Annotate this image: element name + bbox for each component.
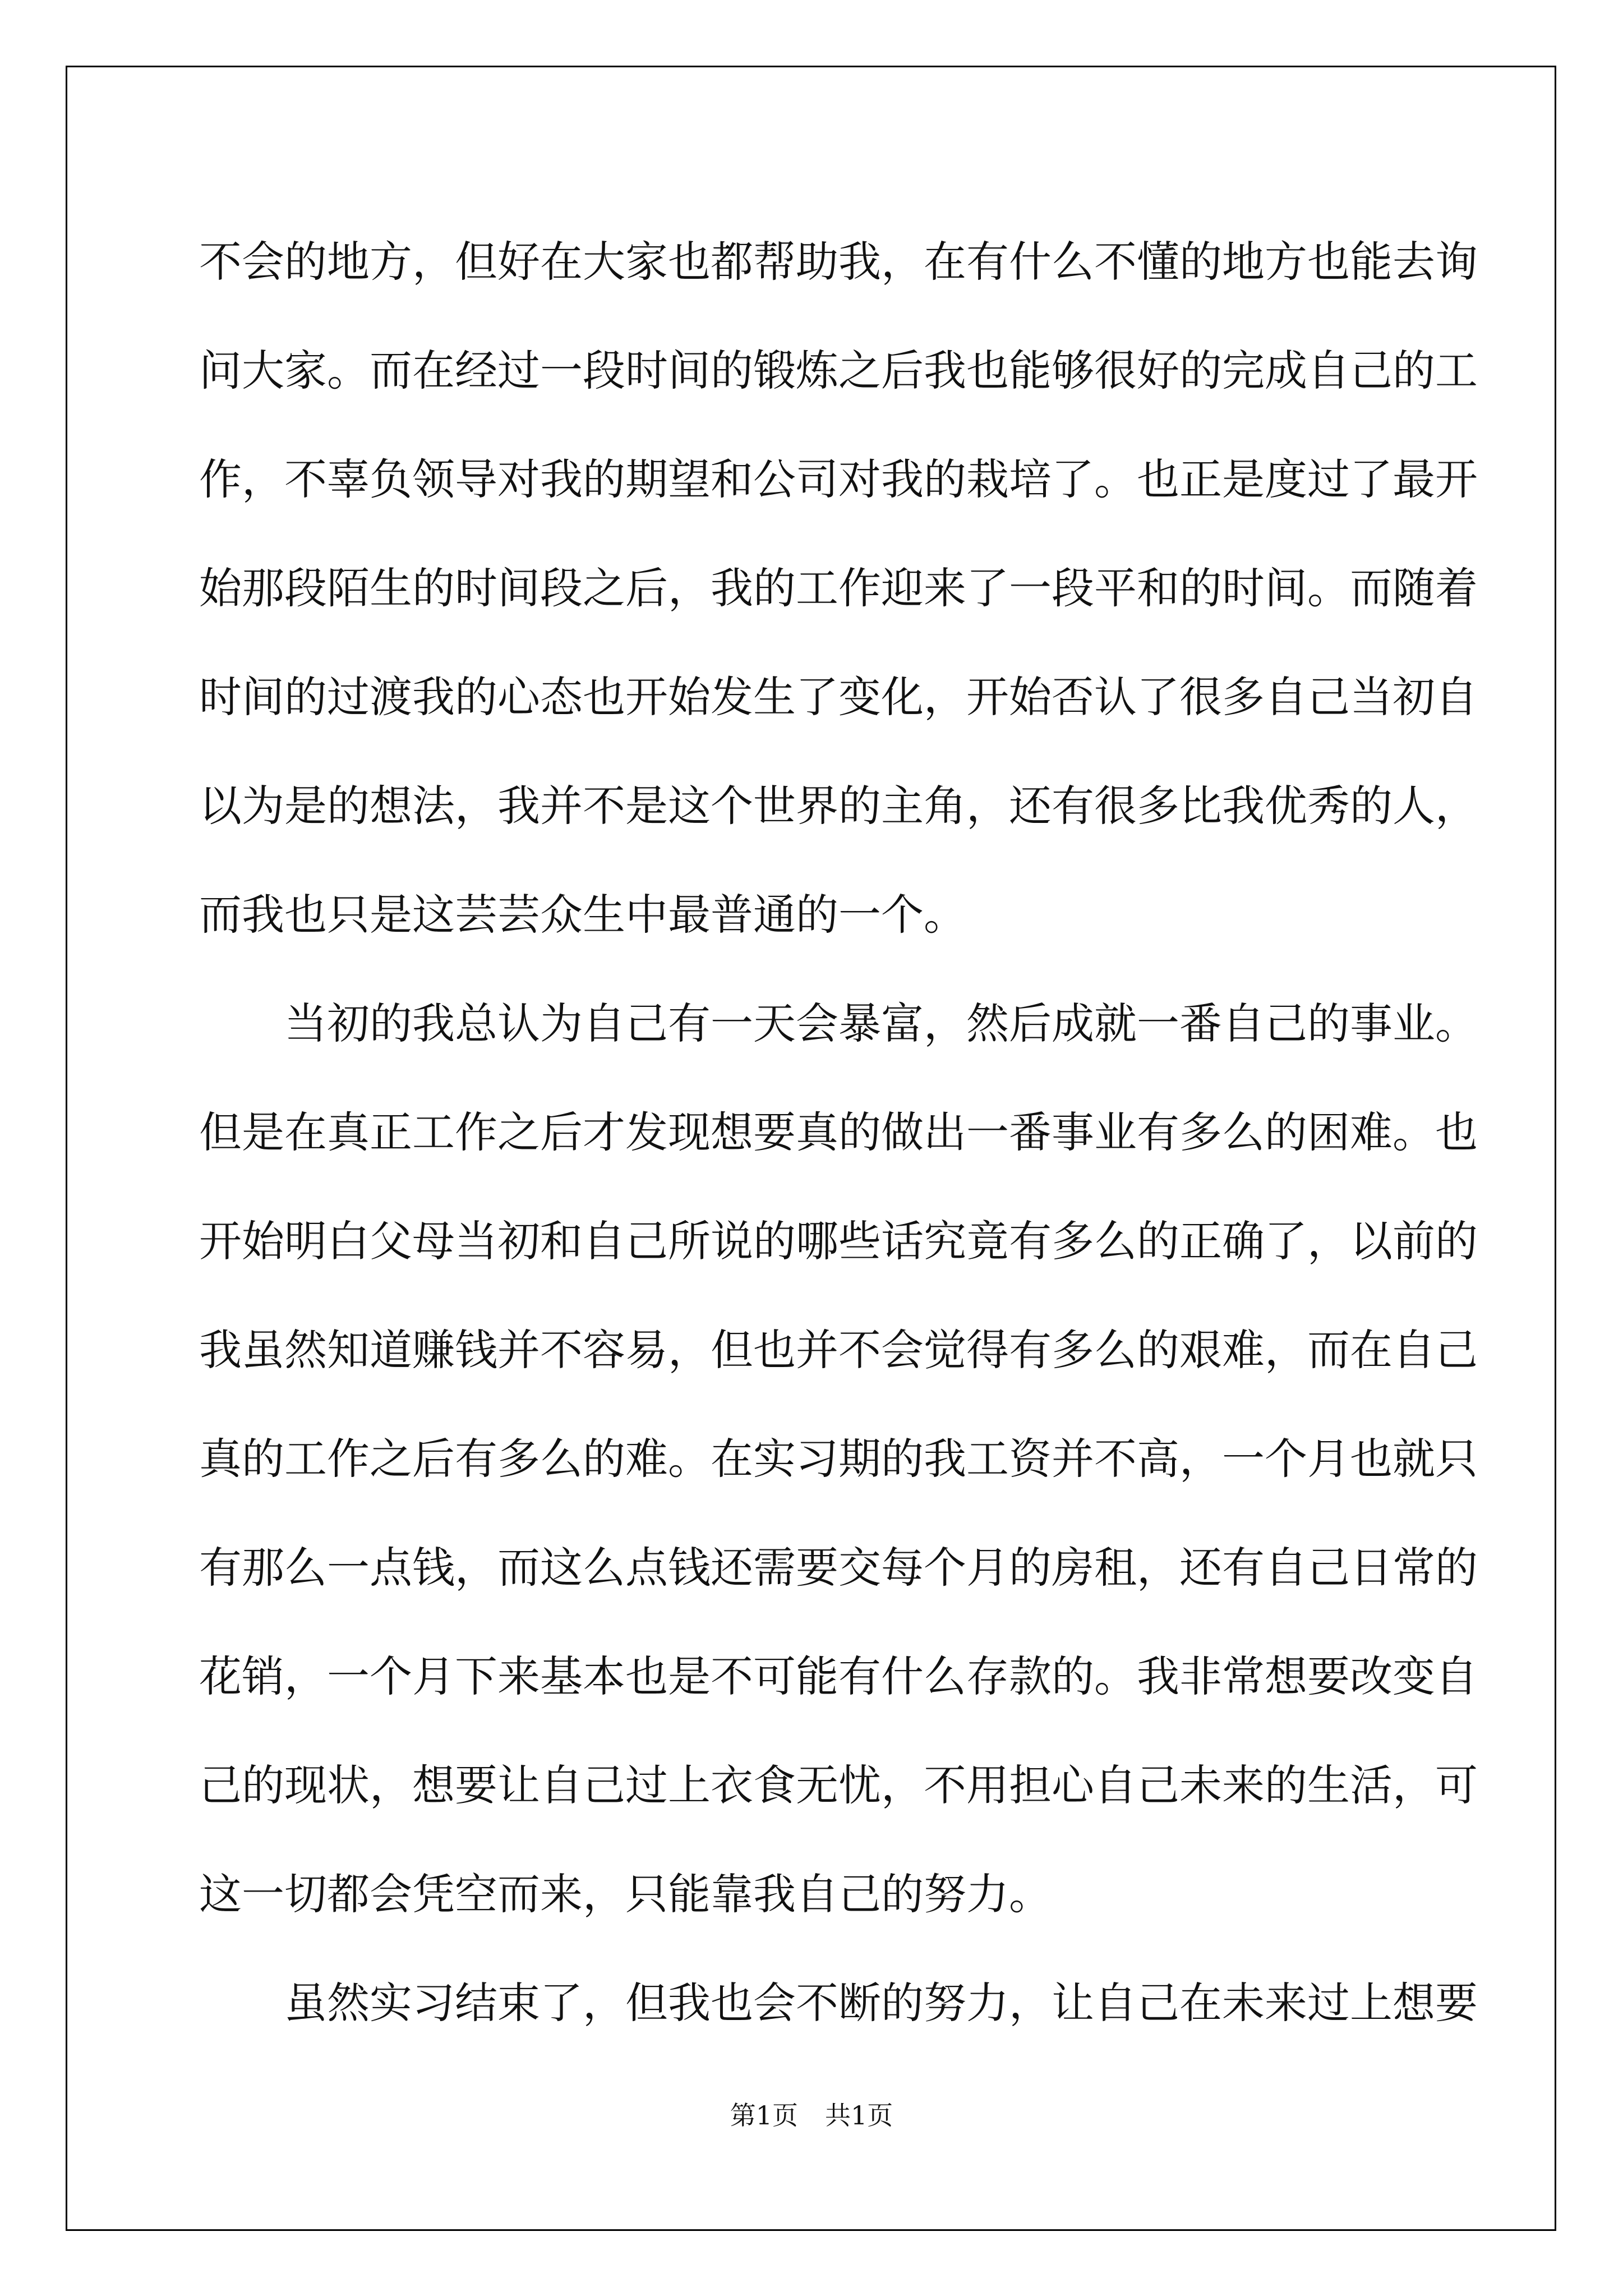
document-body: [199, 208, 1478, 2058]
text-line: 花销，一个月下来基本也是不可能有什么存款的。我非常想要改变自: [199, 1651, 1478, 1701]
text-line: 但是在真正工作之后才发现想要真的做出一番事业有多么的困难。也: [199, 1107, 1478, 1157]
text-line: 以为是的想法，我并不是这个世界的主角，还有很多比我优秀的人，: [199, 781, 1478, 831]
text-line: 我虽然知道赚钱并不容易，但也并不会觉得有多么的艰难，而在自己: [199, 1325, 1478, 1375]
text-line: 己的现状，想要让自己过上衣食无忧，不用担心自己未来的生活，可: [199, 1760, 1478, 1810]
text-line: 而我也只是这芸芸众生中最普通的一个。: [199, 890, 966, 940]
text-line: 这一切都会凭空而来，只能靠我自己的努力。: [199, 1869, 1052, 1919]
text-line: 作，不辜负领导对我的期望和公司对我的栽培了。也正是度过了最开: [199, 454, 1478, 504]
text-line: 问大家。而在经过一段时间的锻炼之后我也能够很好的完成自己的工: [199, 346, 1478, 395]
paragraph-start-line: 当初的我总认为自己有一天会暴富，然后成就一番自己的事业。: [284, 999, 1478, 1048]
text-line: 真的工作之后有多么的难。在实习期的我工资并不高，一个月也就只: [199, 1434, 1478, 1484]
text-line: 时间的过渡我的心态也开始发生了变化，开始否认了很多自己当初自: [199, 672, 1478, 722]
page-total: 共1页: [825, 2100, 893, 2131]
text-line: 不会的地方，但好在大家也都帮助我，在有什么不懂的地方也能去询: [199, 237, 1478, 287]
page-footer: [0, 2095, 1623, 2132]
page-number: 第1页: [730, 2100, 798, 2131]
text-line: 有那么一点钱，而这么点钱还需要交每个月的房租，还有自己日常的: [199, 1543, 1478, 1593]
text-line: 开始明白父母当初和自己所说的哪些话究竟有多么的正确了，以前的: [199, 1216, 1478, 1266]
paragraph-start-line: 虽然实习结束了，但我也会不断的努力，让自己在未来过上想要: [284, 1978, 1478, 2028]
text-line: 始那段陌生的时间段之后，我的工作迎来了一段平和的时间。而随着: [199, 563, 1478, 613]
